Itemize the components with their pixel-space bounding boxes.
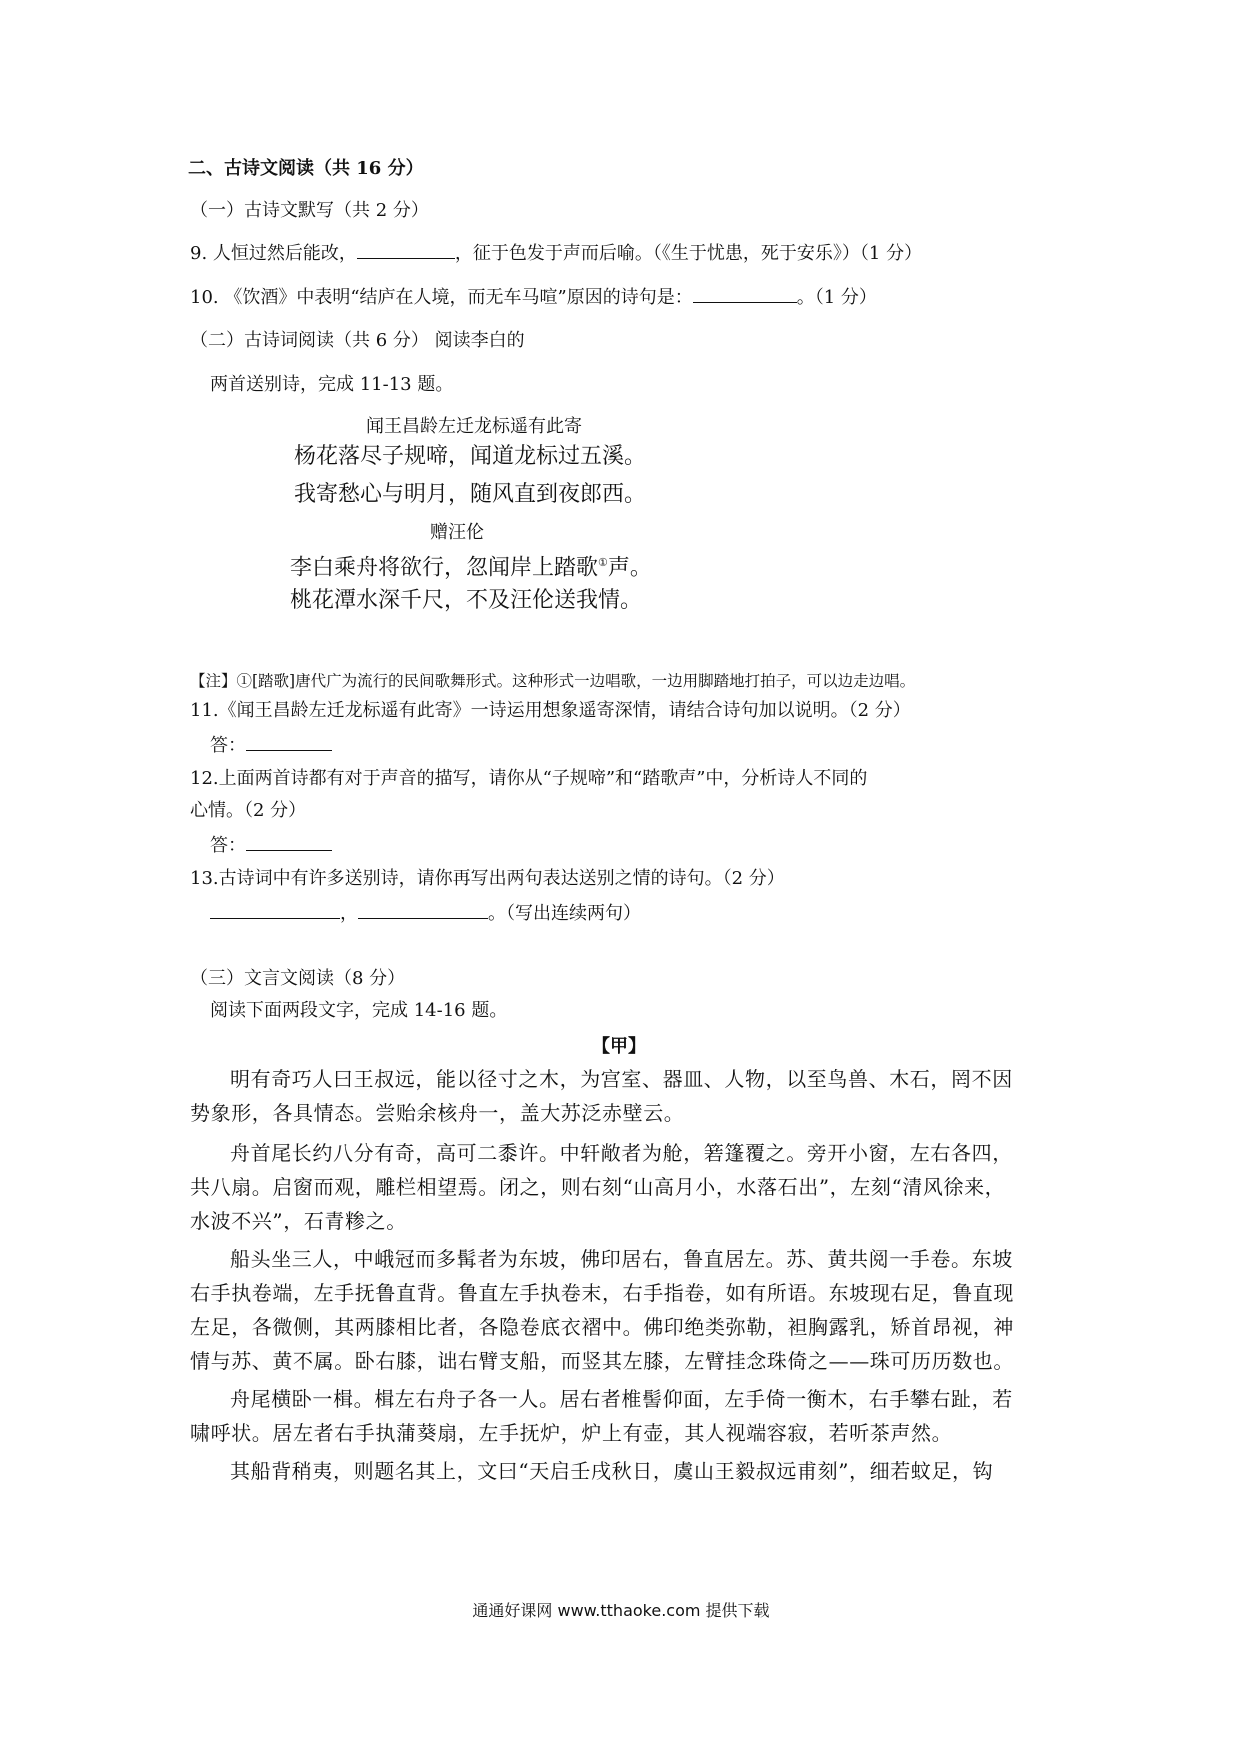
poem1-line2: 我寄愁心与明月，随风直到夜郎西。 <box>294 482 647 507</box>
poem2-line1 <box>290 552 652 579</box>
poem2-line1-end: 声。 <box>607 555 652 581</box>
passage-line: 其船背稍夷，则题名其上，文曰“天启壬戌秋日，虞山王毅叔远甫刻”，细若蚊足，钩 <box>230 1459 994 1483</box>
poem1-title: 闻王昌龄左迁龙标遥有此寄 <box>366 416 582 437</box>
question-11: 11.《闻王昌龄左迁龙标遥有此寄》一诗运用想象遥寄深情，请结合诗句加以说明。（2 分） <box>190 700 911 721</box>
question-9-suffix: ，征于色发于声而后喻。（《生于忧患，死于安乐》）（1 分） <box>454 243 923 264</box>
part2-heading: （二）古诗词阅读（共 6 分） 阅读李白的 <box>190 330 525 351</box>
poem1-line1: 杨花落尽子规啼，闻道龙标过五溪。 <box>294 444 647 469</box>
answer-line-11 <box>210 734 332 757</box>
answer-blank[interactable] <box>246 834 332 851</box>
passage-line: 共八扇。启窗而观，雕栏相望焉。闭之，则右刻“山高月小，水落石出”，左刻“清风徐来， <box>190 1175 1006 1199</box>
part3-heading: （三）文言文阅读（8 分） <box>190 968 406 989</box>
page-footer: 通通好课网 www.tthaoke.com 提供下载 <box>472 1601 770 1620</box>
passage-line: 左足，各微侧，其两膝相比者，各隐卷底衣褶中。佛印绝类弥勒，袒胸露乳，矫首昂视，神 <box>190 1315 1014 1339</box>
part1-heading: （一）古诗文默写（共 2 分） <box>190 200 429 221</box>
passage-line: 明有奇巧人曰王叔远，能以径寸之木，为宫室、器皿、人物，以至鸟兽、木石，罔不因 <box>230 1067 1013 1091</box>
passage-line: 右手执卷端，左手抚鲁直背。鲁直左手执卷末，右手指卷，如有所语。东坡现右足，鲁直现 <box>190 1281 1014 1305</box>
passage-line: 水波不兴”，石青糁之。 <box>190 1209 407 1233</box>
poem2-title: 赠汪伦 <box>430 522 484 543</box>
question-10-suffix: 。（1 分） <box>796 287 877 308</box>
part3-intro: 阅读下面两段文字，完成 14-16 题。 <box>210 1000 508 1021</box>
question-12-line1: 12.上面两首诗都有对于声音的描写，请你从“子规啼”和“踏歌声”中，分析诗人不同的 <box>190 768 868 789</box>
poem2-line1-text: 李白乘舟将欲行，忽闻岸上踏歌 <box>290 555 599 581</box>
question-9-prefix: 9. 人恒过然后能改， <box>190 243 357 264</box>
question-13-suffix: 。（写出连续两句） <box>488 903 641 924</box>
passage-label: 【甲】 <box>592 1036 646 1057</box>
poem2-line2: 桃花潭水深千尺，不及汪伦送我情。 <box>290 588 643 613</box>
answer-blank[interactable] <box>357 242 455 259</box>
question-9 <box>190 242 922 265</box>
footnote-mark: ① <box>598 556 608 569</box>
answer-separator: ， <box>340 903 358 924</box>
answer-label: 答： <box>210 835 246 856</box>
question-12-line2: 心情。（2 分） <box>190 800 307 821</box>
question-10-prefix: 10. 《饮酒》中表明“结庐在人境，而无车马喧”原因的诗句是： <box>190 287 693 308</box>
answer-label: 答： <box>210 735 246 756</box>
section-heading: 二、古诗文阅读（共 16 分） <box>188 158 424 179</box>
answer-line-12 <box>210 834 332 857</box>
answer-line-13 <box>210 902 641 925</box>
answer-blank[interactable] <box>693 286 797 303</box>
part2-intro: 两首送别诗，完成 11-13 题。 <box>210 374 454 395</box>
passage-line: 情与苏、黄不属。卧右膝，诎右臂支船，而竖其左膝，左臂挂念珠倚之——珠可历历数也。 <box>190 1349 1014 1373</box>
question-13: 13.古诗词中有许多送别诗，请你再写出两句表达送别之情的诗句。（2 分） <box>190 868 785 889</box>
answer-blank[interactable] <box>246 734 332 751</box>
passage-line: 势象形，各具情态。尝贻余核舟一，盖大苏泛赤壁云。 <box>190 1101 685 1125</box>
passage-line: 舟尾横卧一楫。楫左右舟子各一人。居右者椎髻仰面，左手倚一衡木，右手攀右趾，若 <box>230 1387 1013 1411</box>
answer-blank[interactable] <box>210 902 340 919</box>
passage-line: 舟首尾长约八分有奇，高可二黍许。中轩敞者为舱，箬篷覆之。旁开小窗，左右各四， <box>230 1141 1013 1165</box>
passage-line: 啸呼状。居左者右手执蒲葵扇，左手抚炉，炉上有壶，其人视端容寂，若听茶声然。 <box>190 1421 953 1445</box>
question-10 <box>190 286 877 309</box>
footnote: 【注】①[踏歌]唐代广为流行的民间歌舞形式。这种形式一边唱歌，一边用脚踏地打拍子，可以边走边唱。 <box>190 672 916 690</box>
passage-line: 船头坐三人，中峨冠而多髯者为东坡，佛印居右，鲁直居左。苏、黄共阅一手卷。东坡 <box>230 1247 1013 1271</box>
answer-blank[interactable] <box>358 902 488 919</box>
